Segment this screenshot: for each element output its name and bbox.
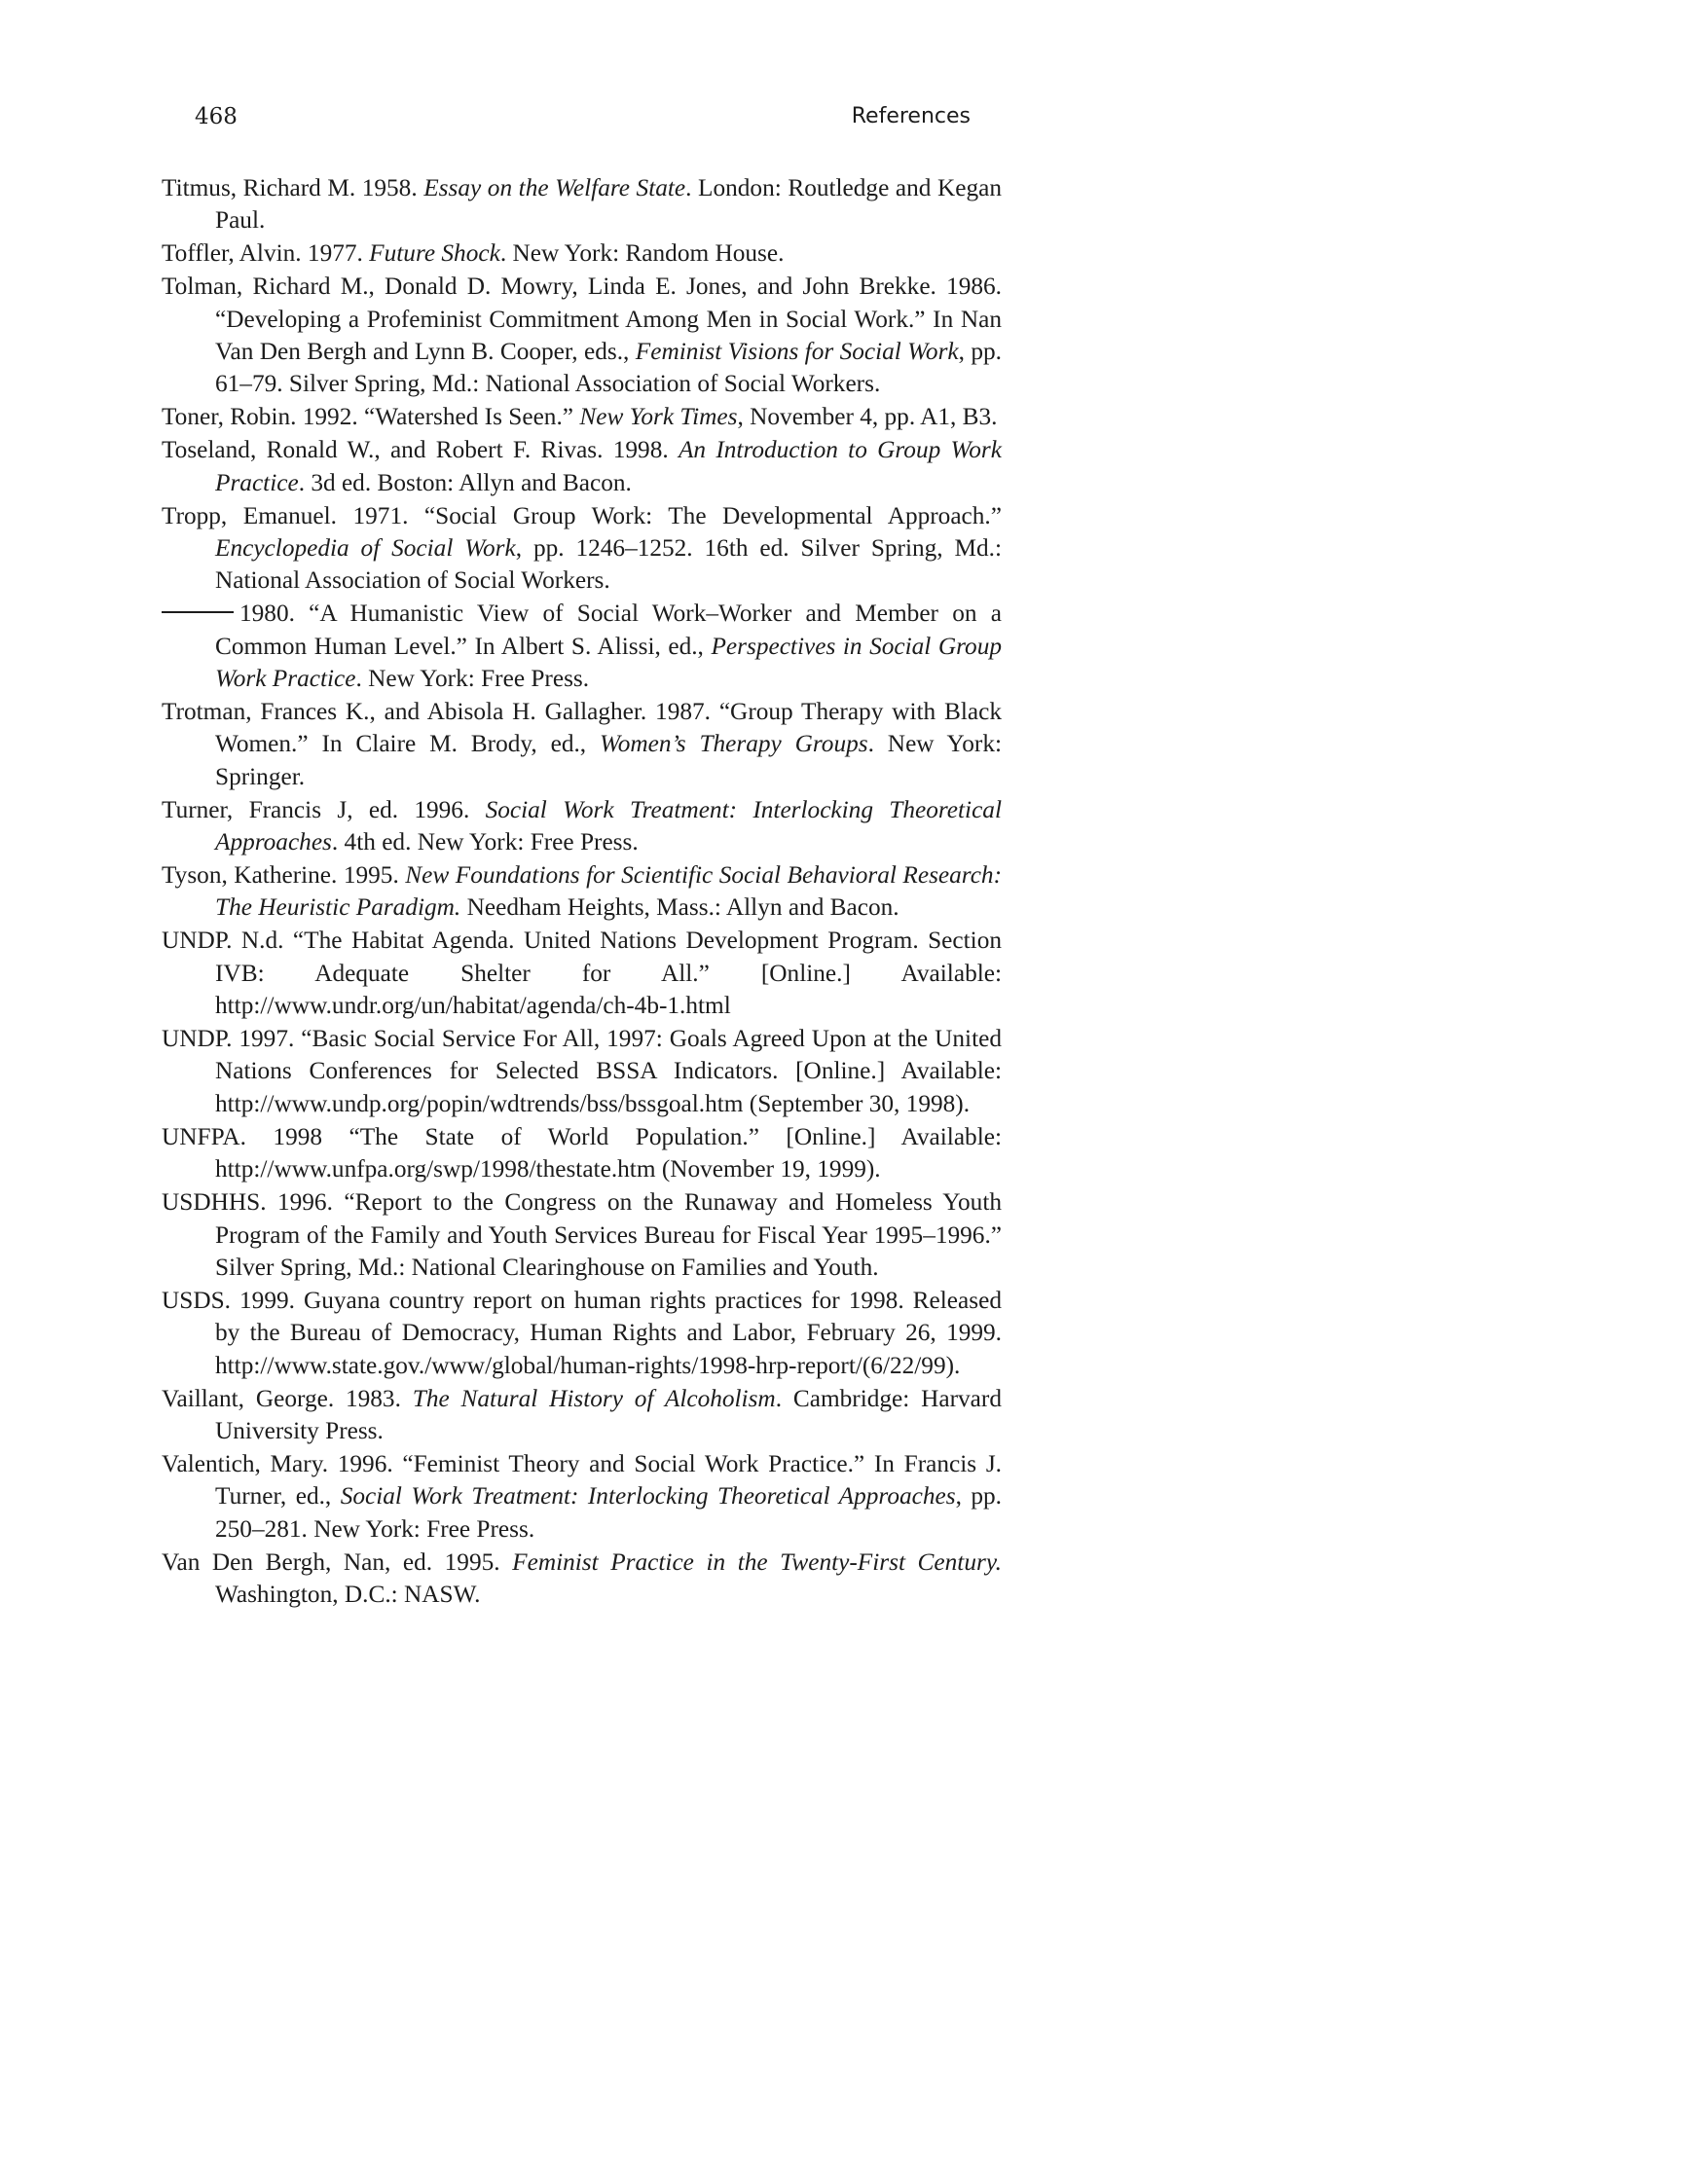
reference-text: Valentich, Mary. 1996. “Feminist Theory and Social Work Practice.” In Francis J. Turner, ed., xyxy=(162,1449,1002,1511)
reference-text: USDS. 1999. Guyana country report on human rights practices for 1998. Released by the Bureau of Democracy, Human Rights and Labor, February 26, 1999. http://www.state.gov./www/global/human-rights/1998-hrp-report/(6/22/99). xyxy=(162,1286,1002,1379)
reference-entry xyxy=(162,1121,1002,1186)
reference-text: , pp. 1246–1252. 16th ed. Silver Spring, Md.: National Association of Social Workers. xyxy=(215,533,1002,595)
reference-text: UNFPA. 1998 “The State of World Population.” [Online.] Available: http://www.unfpa.org/swp/1998/thestate.htm (November 19, 1999). xyxy=(162,1122,1002,1183)
page-number: 468 xyxy=(195,104,238,129)
reference-text: UNDP. 1997. “Basic Social Service For All, 1997: Goals Agreed Upon at the United Nations Conferences for Selected BSSA Indicators. [Online.] Available: http://www.undp.org/popin/wdtrends/bss/bssgoal.htm (September 30, 1998). xyxy=(162,1025,1002,1117)
reference-text: Titmus, Richard M. 1958. xyxy=(162,174,424,201)
reference-text: . New York: Random House. xyxy=(499,239,785,268)
reference-entry xyxy=(162,401,1002,433)
reference-entry xyxy=(162,1285,1002,1382)
reference-text: Needham Heights, Mass.: Allyn and Bacon. xyxy=(460,893,899,922)
reference-text: Toseland, Ronald W., and Robert F. Rivas. 1998. xyxy=(162,436,679,464)
reference-title: Encyclopedia of Social Work xyxy=(215,533,516,562)
reference-entry xyxy=(162,1186,1002,1284)
reference-entry xyxy=(162,237,1002,270)
reference-text: . 3d ed. Boston: Allyn and Bacon. xyxy=(298,468,632,496)
reference-text: Tropp, Emanuel. 1971. “Social Group Work: The Developmental Approach.” xyxy=(162,501,1002,529)
reference-title: The Natural History of Alcoholism xyxy=(412,1384,776,1412)
reference-entry xyxy=(162,925,1002,1022)
repeated-author-dash xyxy=(162,611,234,613)
reference-text: Turner, Francis J, ed. 1996. xyxy=(162,795,486,823)
reference-entry xyxy=(162,271,1002,401)
reference-title: New York Times xyxy=(579,403,738,431)
reference-text: UNDP. N.d. “The Habitat Agenda. United Nations Development Program. Section IVB: Adequate Shelter for All.” [Online.] Available: http://www.undr.org/un/habitat/agenda/ch-4b-1.html xyxy=(162,927,1002,1020)
reference-entry xyxy=(162,1023,1002,1120)
reference-title: Essay on the Welfare State xyxy=(423,174,686,201)
reference-text: , pp. 250–281. New York: Free Press. xyxy=(215,1482,1002,1543)
reference-entry xyxy=(162,1448,1002,1546)
reference-title: Social Work Treatment: Interlocking Theoretical Approaches xyxy=(340,1482,956,1511)
reference-text: . New York: Free Press. xyxy=(355,665,590,693)
reference-text: . Cambridge: Harvard University Press. xyxy=(215,1384,1002,1444)
reference-text: 1980. “A Humanistic View of Social Work–Worker and Member on a Common Human Level.” In Albert S. Alissi, ed., xyxy=(215,600,1002,660)
reference-text: . New York: Springer. xyxy=(215,730,1002,790)
reference-entry xyxy=(162,172,1002,237)
reference-title: Women’s Therapy Groups xyxy=(600,730,868,758)
reference-title: Feminist Practice in the Twenty-First Century. xyxy=(512,1547,1002,1576)
reference-title: Future Shock xyxy=(369,239,500,268)
reference-text: . 4th ed. New York: Free Press. xyxy=(331,828,639,856)
reference-list xyxy=(162,172,1002,1612)
reference-text: , pp. 61–79. Silver Spring, Md.: National Association of Social Workers. xyxy=(215,338,1002,398)
running-head: References xyxy=(851,104,971,128)
reference-entry xyxy=(162,859,1002,925)
reference-text: Vaillant, George. 1983. xyxy=(162,1384,413,1412)
reference-text: Washington, D.C.: NASW. xyxy=(215,1580,481,1608)
reference-text: Toffler, Alvin. 1977. xyxy=(162,239,370,268)
reference-text: , November 4, pp. A1, B3. xyxy=(737,403,998,431)
reference-text: Trotman, Frances K., and Abisola H. Gallagher. 1987. “Group Therapy with Black Women.” In Claire M. Brody, ed., xyxy=(162,698,1002,758)
reference-text: Tyson, Katherine. 1995. xyxy=(162,861,406,890)
reference-entry xyxy=(162,794,1002,859)
reference-text: USDHHS. 1996. “Report to the Congress on the Runaway and Homeless Youth Program of the Family and Youth Services Bureau for Fiscal Year 1995–1996.” Silver Spring, Md.: National Clearinghouse on Families and Youth. xyxy=(162,1188,1002,1281)
page-header xyxy=(195,97,971,136)
reference-title: Feminist Visions for Social Work xyxy=(635,338,959,366)
reference-entry xyxy=(162,434,1002,499)
reference-text: Tolman, Richard M., Donald D. Mowry, Linda E. Jones, and John Brekke. 1986. “Developing a Profeminist Commitment Among Men in Social Work.” In Nan Van Den Bergh and Lynn B. Cooper, eds., xyxy=(162,273,1002,366)
reference-entry xyxy=(162,500,1002,598)
reference-text: Toner, Robin. 1992. “Watershed Is Seen.” xyxy=(162,403,580,431)
reference-text: Van Den Bergh, Nan, ed. 1995. xyxy=(162,1547,513,1576)
reference-entry xyxy=(162,1383,1002,1448)
reference-text: . London: Routledge and Kegan Paul. xyxy=(215,174,1002,235)
reference-title: Perspectives in Social Group Work Practice xyxy=(215,632,1002,693)
reference-entry xyxy=(162,598,1002,695)
reference-entry xyxy=(162,1547,1002,1612)
reference-title: An Introduction to Group Work Practice xyxy=(215,436,1002,496)
reference-entry xyxy=(162,696,1002,793)
reference-title: Social Work Treatment: Interlocking Theoretical Approaches xyxy=(215,795,1002,856)
reference-title: New Foundations for Scientific Social Behavioral Research: The Heuristic Paradigm. xyxy=(215,861,1002,922)
